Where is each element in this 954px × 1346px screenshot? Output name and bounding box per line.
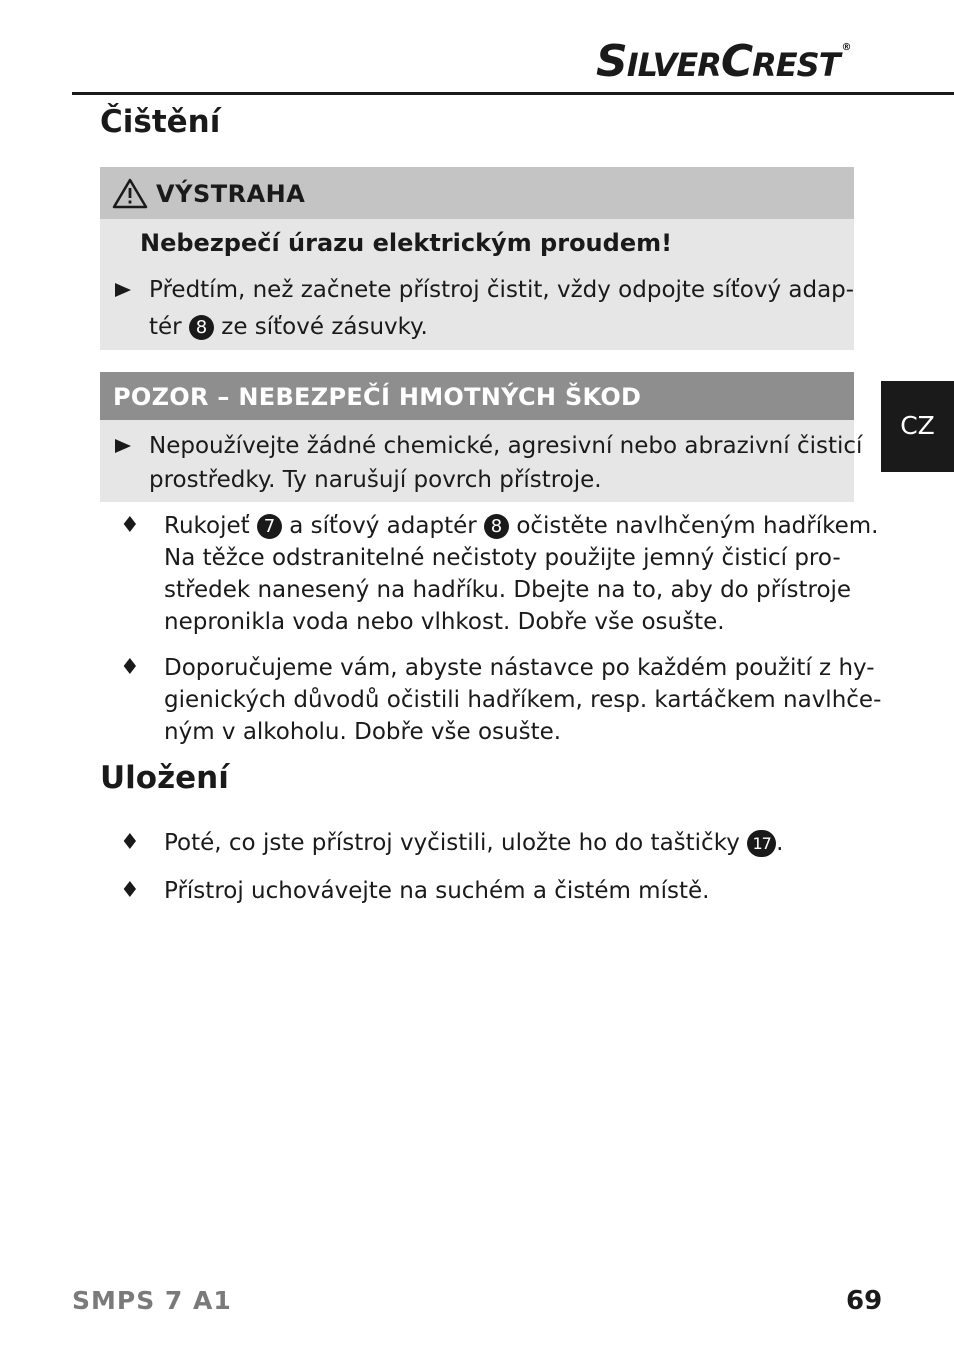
logo-letter-c: C — [720, 36, 753, 87]
silvercrest-logo — [596, 36, 851, 87]
warning-text-fragment: ze síťové zásuvky. — [213, 314, 428, 340]
diamond-bullet-icon: ♦ — [120, 655, 140, 680]
warning-text-line-1: Předtím, než začnete přístroj čistit, vždy odpojte síťový adap- — [149, 277, 855, 303]
text-fragment: Rukojeť — [164, 513, 257, 539]
text-fragment: a síťový adaptér — [281, 513, 485, 539]
warning-text-line-2 — [149, 311, 428, 343]
warning-box — [100, 167, 854, 350]
warning-text-fragment: tér — [149, 314, 189, 340]
diamond-bullet-icon: ♦ — [120, 830, 140, 855]
cleaning-bullet-2-line-3: ným v alkoholu. Dobře vše osušte. — [164, 719, 562, 745]
warning-subhead: Nebezpečí úrazu elektrickým proudem! — [140, 229, 673, 257]
language-tab-label: CZ — [900, 411, 935, 440]
logo-ilver: ILVER — [626, 46, 721, 84]
header-rule — [72, 92, 954, 95]
page-number: 69 — [846, 1286, 883, 1316]
text-fragment: očistěte navlhčeným hadříkem. — [509, 513, 879, 539]
caution-text-line-1: Nepoužívejte žádné chemické, agresivní nebo abrazivní čisticí — [149, 433, 863, 459]
logo-registered-mark: ® — [841, 42, 851, 53]
cleaning-bullet-2-line-2: gienických důvodů očistili hadříkem, resp. kartáčkem navlhče- — [164, 687, 882, 713]
part-number-badge: 8 — [189, 315, 214, 340]
part-number-badge: 8 — [484, 514, 509, 539]
warning-label: VÝSTRAHA — [156, 180, 306, 208]
logo-letter-s: S — [596, 36, 627, 87]
text-fragment: . — [776, 830, 784, 856]
caution-label: POZOR – NEBEZPEČÍ HMOTNÝCH ŠKOD — [113, 383, 642, 411]
cleaning-bullet-1-line-1 — [164, 510, 879, 542]
caution-box — [100, 372, 863, 502]
warning-triangle-icon — [112, 177, 148, 209]
cleaning-bullet-2-line-1: Doporučujeme vám, abyste nástavce po každém použití z hy- — [164, 655, 875, 681]
diamond-bullet-icon: ♦ — [120, 878, 140, 903]
caution-header — [100, 372, 854, 420]
warning-header — [100, 167, 854, 219]
cleaning-bullet-1-line-4: nepronikla voda nebo vlhkost. Dobře vše osušte. — [164, 609, 725, 635]
storage-bullet-2: Přístroj uchovávejte na suchém a čistém místě. — [164, 878, 710, 904]
logo-rest: REST — [752, 46, 840, 84]
caution-text-line-2: prostředky. Ty narušují povrch přístroje. — [149, 467, 602, 493]
footer-model: SMPS 7 A1 — [72, 1286, 232, 1315]
diamond-bullet-icon: ♦ — [120, 513, 140, 538]
cleaning-bullet-1-line-3: středek nanesený na hadříku. Dbejte na to, aby do přístroje — [164, 577, 852, 603]
language-tab — [881, 381, 954, 472]
arrow-bullet-icon — [115, 439, 131, 453]
part-number-badge: 7 — [257, 514, 282, 539]
section-title-storage: Uložení — [100, 760, 229, 796]
cleaning-bullet-1-line-2: Na těžce odstranitelné nečistoty použijte jemný čisticí pro- — [164, 545, 841, 571]
text-fragment: Poté, co jste přístroj vyčistili, uložte ho do taštičky — [164, 830, 748, 856]
part-number-badge: 17 — [747, 830, 776, 857]
storage-bullet-1 — [164, 827, 783, 859]
section-title-cleaning: Čištění — [100, 104, 221, 140]
arrow-bullet-icon — [115, 283, 131, 297]
